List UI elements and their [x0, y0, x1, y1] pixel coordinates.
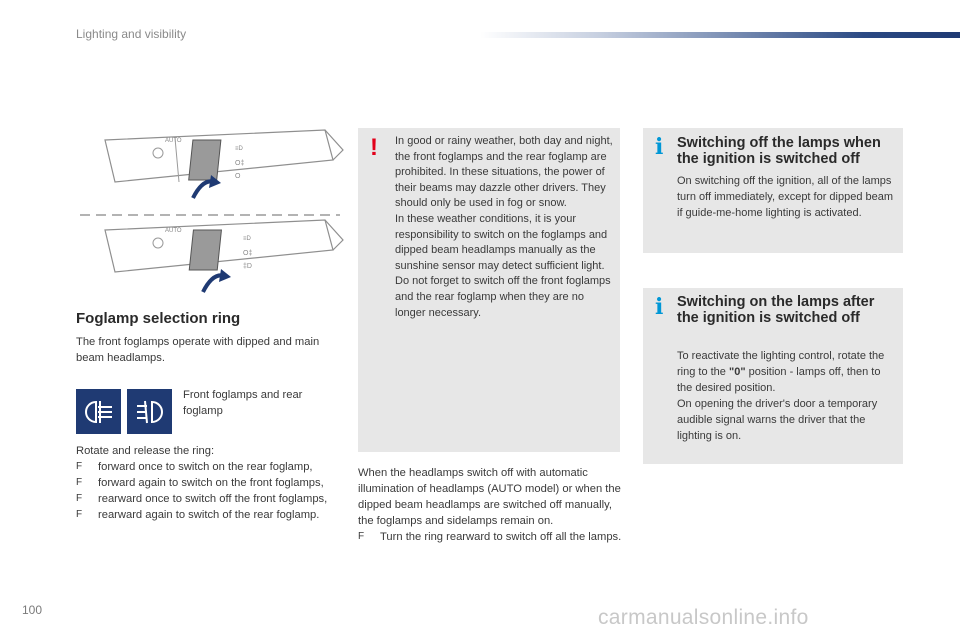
- warning-line: In good or rainy weather, both day and night, the front foglamps and the rear foglamp are prohibited. In these situations, the power of their beams may dazzle other drivers. They should only be used in fog or snow.: [395, 135, 613, 210]
- step-item: F Turn the ring rearward to switch off all the lamps.: [358, 529, 623, 545]
- rear-foglamp-icon: [82, 397, 116, 427]
- svg-text:O‡: O‡: [235, 160, 245, 167]
- info-title-lamps-off: Switching off the lamps when the ignition is switched off: [677, 135, 881, 167]
- rotate-intro: Rotate and release the ring:: [76, 445, 215, 457]
- rotate-ring-instructions: [76, 443, 346, 523]
- auto-model-paragraph: When the headlamps switch off with automatic illumination of headlamps (AUTO model) or when the dipped beam headlamps are switched off manually, the foglamps and sidelamps remain on.: [358, 467, 621, 527]
- svg-text:O‡: O‡: [243, 250, 253, 257]
- svg-text:≡D: ≡D: [235, 146, 243, 152]
- info-door-text: On opening the driver's door a temporary audible signal warns the driver that the lighting is on.: [677, 398, 878, 442]
- watermark-text: carmanualsonline.info: [598, 606, 809, 629]
- front-foglamp-icon: [133, 397, 167, 427]
- stalk-auto-label-lower: AUTO: [165, 228, 182, 234]
- page-header-title: Lighting and visibility: [76, 27, 187, 41]
- front-rear-foglamp-label: Front foglamps and rear foglamp: [183, 389, 303, 417]
- step-item: F rearward again to switch of the rear foglamp.: [76, 507, 346, 523]
- header-gradient-bar: [480, 32, 960, 38]
- rear-foglamp-badge: [76, 389, 121, 434]
- info-text-lamps-off: On switching off the ignition, all of the lamps turn off immediately, except for dipped beam if guide-me-home lighting is activated.: [677, 175, 894, 219]
- lighting-stalk-illustration: [75, 120, 345, 300]
- warning-exclamation-icon: !: [370, 134, 378, 161]
- svg-text:≡D: ≡D: [243, 236, 251, 242]
- stalk-lower: [105, 220, 343, 292]
- info-icon: i: [655, 294, 664, 320]
- warning-line: Do not forget to switch off the front foglamps and the rear foglamp when they are no longer necessary.: [395, 275, 611, 319]
- step-item: F forward once to switch on the rear foglamp,: [76, 459, 346, 475]
- info-title-lamps-on: Switching on the lamps after the ignition is switched off: [677, 294, 875, 326]
- ring-position-zero: "0": [728, 366, 746, 378]
- info-icon: i: [655, 134, 664, 160]
- step-item: F forward again to switch on the front foglamps,: [76, 475, 346, 491]
- warning-text: [395, 134, 613, 321]
- front-foglamp-badge: [127, 389, 172, 434]
- svg-text:O: O: [235, 173, 241, 180]
- warning-line: In these weather conditions, it is your responsibility to switch on the foglamps and dipped beam headlamps manually as the sunshine sensor may detect sufficient light.: [395, 212, 608, 272]
- section-title-foglamp-ring: Foglamp selection ring: [76, 310, 241, 327]
- stalk-auto-label-upper: AUTO: [165, 138, 182, 144]
- step-item: F rearward once to switch off the front foglamps,: [76, 491, 346, 507]
- svg-text:‡D: ‡D: [243, 263, 252, 270]
- auto-model-text: [358, 465, 623, 545]
- info-text-lamps-on: [677, 348, 897, 444]
- info-reactivate-text: To reactivate the lighting control, rotate the ring to the "0" position - lamps off, then to the desired position.: [677, 350, 885, 394]
- stalk-upper: [105, 130, 343, 198]
- page-number: 100: [22, 603, 43, 617]
- foglamp-intro-text: The front foglamps operate with dipped and main beam headlamps.: [76, 336, 320, 364]
